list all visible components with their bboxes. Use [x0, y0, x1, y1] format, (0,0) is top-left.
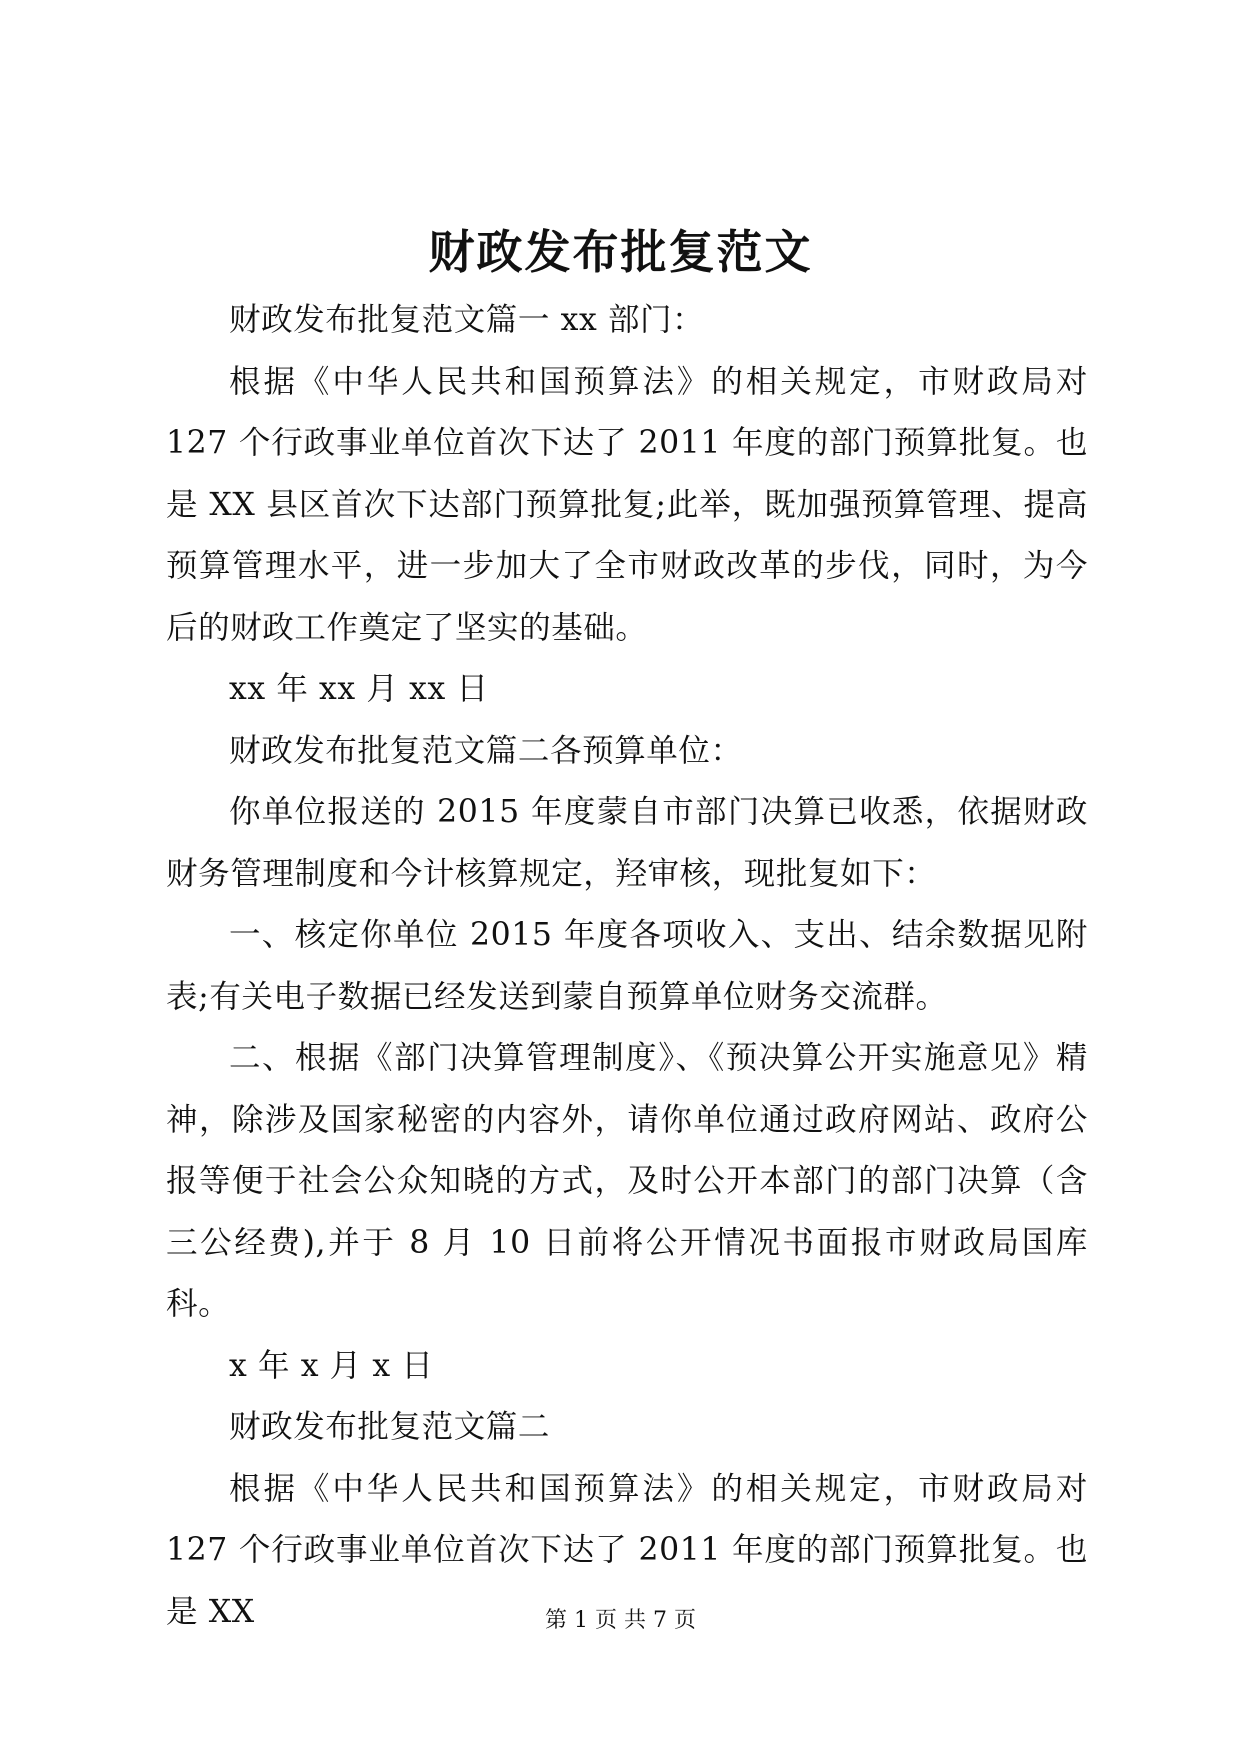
paragraph-section-three-heading: 财政发布批复范文篇二 [229, 1409, 551, 1445]
paragraph-budget-law-repeat: 根据《中华人民共和国预算法》的相关规定，市财政局对 127 个行政事业单位首次下达了 2011 年度的部门预算批复。也是 XX [166, 1470, 1088, 1630]
document-title: 财政发布批复范文 [428, 225, 813, 279]
paragraph-item-two: 二、根据《部门决算管理制度》、《预决算公开实施意见》精神，除涉及国家秘密的内容外，请你单位通过政府网站、政府公报等便于社会公众知晓的方式，及时公开本部门的部门决算（含三公经费),并于 8 月 10 日前将公开情况书面报市财政局国库科。 [166, 1040, 1088, 1322]
paragraph-budget-law: 根据《中华人民共和国预算法》的相关规定，市财政局对 127 个行政事业单位首次下达了 2011 年度的部门预算批复。也是 XX 县区首次下达部门预算批复;此举，既加强预算管理、提高预算管理水平，进一步加大了全市财政改革的步伐，同时，为今后的财政工作奠定了坚实的基础。 [166, 363, 1088, 646]
paragraph-section-two-heading: 财政发布批复范文篇二各预算单位： [229, 732, 743, 769]
document-body [166, 290, 1088, 1643]
paragraph-report-received: 你单位报送的 2015 年度蒙自市部门决算已收悉，依据财政财务管理制度和今计核算规定，羟审核，现批复如下： [166, 794, 1088, 892]
paragraph-date-two: x 年 x 月 x 日 [229, 1347, 434, 1384]
paragraph-item-one: 一、核定你单位 2015 年度各项收入、支出、结余数据见附表;有关电子数据已经发送到蒙自预算单位财务交流群。 [166, 917, 1088, 1015]
page-number-footer: 第 1 页 共 7 页 [545, 1608, 696, 1633]
paragraph-date-one: xx 年 xx 月 xx 日 [229, 671, 489, 707]
paragraph-section-one-heading: 财政发布批复范文篇一 xx 部门： [229, 302, 705, 338]
